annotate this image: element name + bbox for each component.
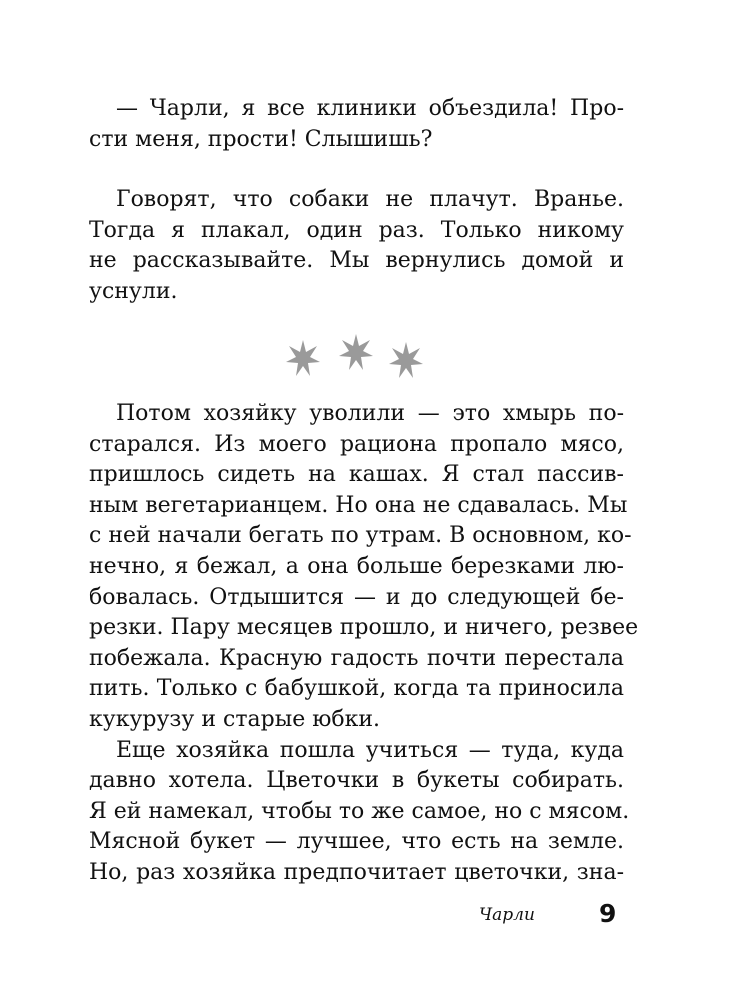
star-icon	[339, 334, 373, 370]
text-line: Я ей намекал, чтобы то же самое, но с мясом.	[89, 798, 630, 824]
text-line: Тогда я плакал, один раз. Только никому	[89, 217, 624, 243]
text-line: резки. Пару месяцев прошло, и ничего, резвее	[89, 615, 639, 641]
text-line: старался. Из моего рациона пропало мясо,	[89, 431, 624, 457]
text-line: не рассказывайте. Мы вернулись домой и	[89, 248, 624, 274]
text-line: Говорят, что собаки не плачут. Вранье.	[116, 187, 624, 212]
text-line: пришлось сидеть на кашах. Я стал пассив-	[89, 462, 624, 488]
text-line: бовалась. Отдышится — и до следующей бе-	[89, 584, 624, 610]
star-icon	[286, 340, 320, 376]
text-line: Мясной букет — лучшее, что есть на земле.	[89, 829, 624, 855]
text-line: побежала. Красную гадость почти перестала	[89, 645, 624, 671]
star-icon	[389, 342, 423, 378]
three-stars-ornament-icon	[286, 332, 426, 382]
text-line: Потом хозяйку уволили — это хмырь по-	[116, 401, 624, 426]
paragraph-dogs-cry	[89, 185, 624, 307]
text-line: — Чарли, я все клиники объездила! Про-	[116, 96, 624, 121]
text-line: Но, раз хозяйка предпочитает цветочки, зна-	[89, 859, 624, 885]
text-line: уснули.	[89, 278, 178, 304]
text-line: кукурузу и старые юбки.	[89, 706, 381, 732]
paragraph-dialogue	[89, 94, 624, 155]
paragraph-main	[89, 399, 639, 889]
text-line: давно хотела. Цветочки в букеты собирать.	[89, 768, 624, 794]
text-line: нечно, я бежал, а она больше березками лю-	[89, 553, 624, 579]
text-line: ным вегетарианцем. Но она не сдавалась. Мы	[89, 492, 628, 518]
text-line: пить. Только с бабушкой, когда та приносила	[89, 676, 624, 702]
text-line: Еще хозяйка пошла учиться — туда, куда	[116, 737, 624, 763]
text-line: с ней начали бегать по утрам. В основном, ко-	[89, 523, 632, 549]
page-number: 9	[599, 899, 617, 928]
running-title: Чарли	[479, 905, 535, 925]
text-line: сти меня, прости! Слышишь?	[89, 126, 433, 152]
